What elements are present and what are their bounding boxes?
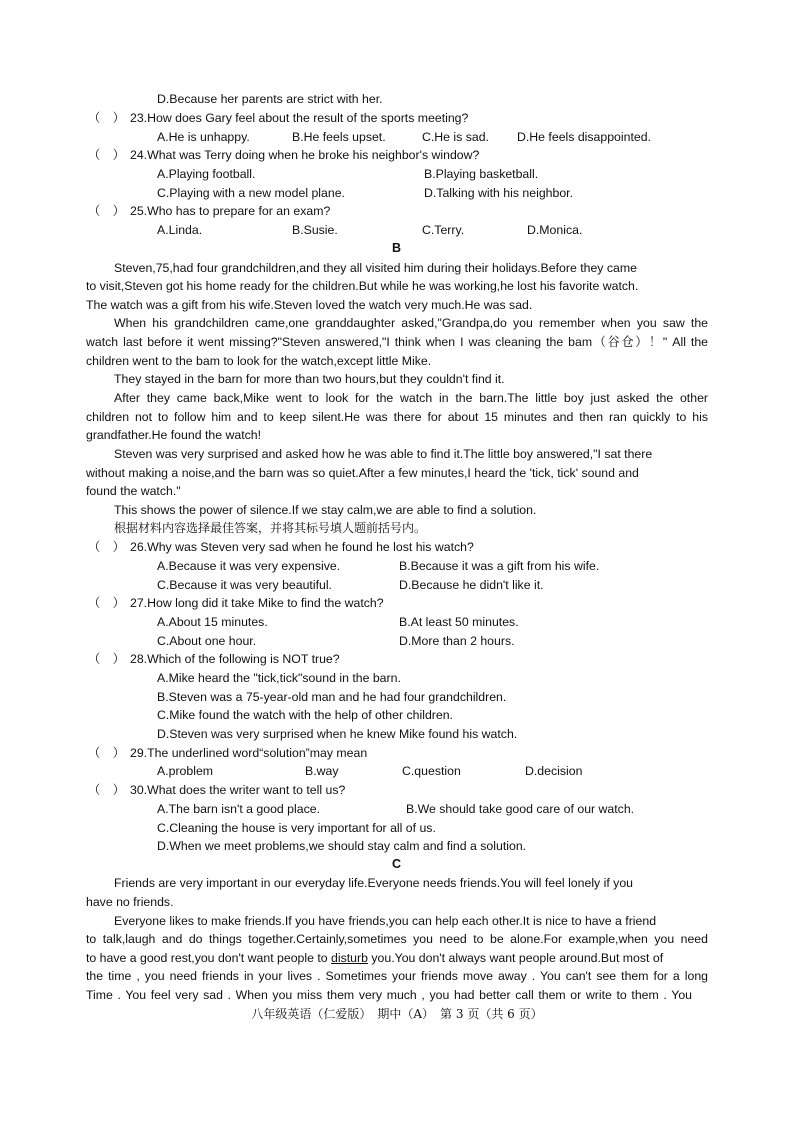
passage-c-line (86, 950, 663, 966)
passage-b-line: found the watch." (86, 484, 181, 498)
passage-c-line: have no friends. (86, 895, 174, 909)
passage-text: to have a good rest,you don't want people to (86, 951, 332, 965)
q27-option-a: A.About 15 minutes. (157, 615, 268, 629)
q26-option-b: B.Because it was a gift from his wife. (399, 559, 600, 573)
passage-text: you.You don't always want people around.But most of (367, 951, 664, 965)
question-28 (88, 651, 340, 667)
q28-option-a: A.Mike heard the "tick,tick"sound in the barn. (157, 671, 401, 685)
q25-option-a: A.Linda. (157, 223, 203, 237)
underlined-word-disturb: disturb (331, 951, 368, 965)
q25-option-b: B.Susie. (292, 223, 338, 237)
q30-option-d: D.When we meet problems,we should stay calm and find a solution. (157, 839, 527, 853)
answer-bracket[interactable]: （ ） (88, 783, 125, 797)
q24-option-d: D.Talking with his neighbor. (424, 186, 574, 200)
passage-c-line: to talk,laugh and do things together.Certainly,sometimes you need to be alone.For example,when you need (86, 932, 708, 946)
passage-c-line: Everyone likes to make friends.If you have friends,you can help each other.It is nice to have a friend (114, 914, 657, 928)
passage-c-line: Time . You feel very sad . When you miss them very much , you had better call them or write to them . You (86, 988, 692, 1002)
q28-option-b: B.Steven was a 75-year-old man and he had four grandchildren. (157, 690, 507, 704)
passage-b-line: They stayed in the barn for more than two hours,but they couldn't find it. (114, 372, 505, 386)
answer-bracket[interactable]: （ ） (88, 652, 125, 666)
question-stem: 27.How long did it take Mike to find the watch? (130, 596, 384, 610)
passage-b-line: The watch was a gift from his wife.Steven loved the watch very much.He was sad. (86, 298, 533, 312)
answer-bracket[interactable]: （ ） (88, 111, 125, 125)
question-23 (88, 110, 468, 126)
q27-option-d: D.More than 2 hours. (399, 634, 515, 648)
q26-option-d: D.Because he didn't like it. (399, 578, 544, 592)
q30-option-b: B.We should take good care of our watch. (406, 802, 635, 816)
q29-option-b: B.way (305, 764, 339, 778)
question-26 (88, 539, 474, 555)
page-footer: 八年级英语（仁爱版） 期中（A） 第 3 页（共 6 页） (251, 1007, 543, 1021)
q23-option-b: B.He feels upset. (292, 130, 386, 144)
question-stem: 24.What was Terry doing when he broke his neighbor's window? (130, 148, 480, 162)
passage-b-line: When his grandchildren came,one granddaughter asked,"Grandpa,do you remember when you saw the (114, 316, 708, 330)
q24-option-c: C.Playing with a new model plane. (157, 186, 345, 200)
q30-option-c: C.Cleaning the house is very important for all of us. (157, 821, 436, 835)
answer-bracket[interactable]: （ ） (88, 204, 125, 218)
passage-b-line: Steven was very surprised and asked how he was able to find it.The little boy answered,"I sat there (114, 447, 653, 461)
q24-option-b: B.Playing basketball. (424, 167, 539, 181)
answer-bracket[interactable]: （ ） (88, 540, 125, 554)
question-stem: 25.Who has to prepare for an exam? (130, 204, 331, 218)
q27-option-c: C.About one hour. (157, 634, 257, 648)
q27-option-b: B.At least 50 minutes. (399, 615, 519, 629)
question-stem: 29.The underlined word“solution”may mean (130, 746, 368, 760)
answer-bracket[interactable]: （ ） (88, 148, 125, 162)
passage-b-line: children not to follow him and to keep silent.He was there for about 15 minutes and then ran quickly to his (86, 410, 708, 424)
passage-c-line: Friends are very important in our everyday life.Everyone needs friends.You will feel lonely if you (114, 876, 634, 890)
q25-option-c: C.Terry. (422, 223, 465, 237)
answer-bracket[interactable]: （ ） (88, 746, 125, 760)
question-29 (88, 745, 367, 761)
q28-option-d: D.Steven was very surprised when he knew Mike found his watch. (157, 727, 518, 741)
passage-b-line: watch last before it went missing?"Steven answered,"I think when I was cleaning the bam（谷仓）！" All the (86, 335, 708, 349)
question-stem: 26.Why was Steven very sad when he found he lost his watch? (130, 540, 474, 554)
q22-option-d: D.Because her parents are strict with her. (157, 92, 383, 106)
passage-b-line: This shows the power of silence.If we stay calm,we are able to find a solution. (114, 503, 537, 517)
passage-b-line: without making a noise,and the barn was so quiet.After a few minutes,I heard the 'tick, tick' sound and (86, 466, 639, 480)
passage-b-line: grandfather.He found the watch! (86, 428, 262, 442)
q26-option-a: A.Because it was very expensive. (157, 559, 341, 573)
question-30 (88, 782, 345, 798)
question-27 (88, 595, 384, 611)
question-25 (88, 203, 330, 219)
question-stem: 23.How does Gary feel about the result of the sports meeting? (130, 111, 469, 125)
q28-option-c: C.Mike found the watch with the help of other children. (157, 708, 453, 722)
question-stem: 30.What does the writer want to tell us? (130, 783, 346, 797)
answer-bracket[interactable]: （ ） (88, 596, 125, 610)
section-b-heading: B (392, 241, 402, 255)
passage-b-line: Steven,75,had four grandchildren,and they all visited him during their holidays.Before they came (114, 261, 637, 275)
q23-option-c: C.He is sad. (422, 130, 489, 144)
q29-option-c: C.question (402, 764, 461, 778)
passage-b-line: children went to the bam to look for the watch,except little Mike. (86, 354, 432, 368)
q25-option-d: D.Monica. (527, 223, 583, 237)
q24-option-a: A.Playing football. (157, 167, 256, 181)
instruction-line: 根据材料内容选择最佳答案，并将其标号填人题前括号内。 (114, 521, 427, 535)
passage-b-line: to visit,Steven got his home ready for the children.But while he was working,he lost his favorite watch. (86, 279, 639, 293)
q23-option-d: D.He feels disappointed. (517, 130, 651, 144)
section-c-heading: C (392, 857, 402, 871)
passage-c-line: the time , you need friends in your lives . Sometimes your friends move away . You can't see them for a long (86, 969, 708, 983)
q29-option-d: D.decision (525, 764, 583, 778)
question-24 (88, 147, 479, 163)
question-stem: 28.Which of the following is NOT true? (130, 652, 340, 666)
q23-option-a: A.He is unhappy. (157, 130, 250, 144)
passage-b-line: After they came back,Mike went to look for the watch in the barn.The little boy just asked the other (114, 391, 708, 405)
q30-option-a: A.The barn isn't a good place. (157, 802, 320, 816)
q29-option-a: A.problem (157, 764, 214, 778)
q26-option-c: C.Because it was very beautiful. (157, 578, 332, 592)
